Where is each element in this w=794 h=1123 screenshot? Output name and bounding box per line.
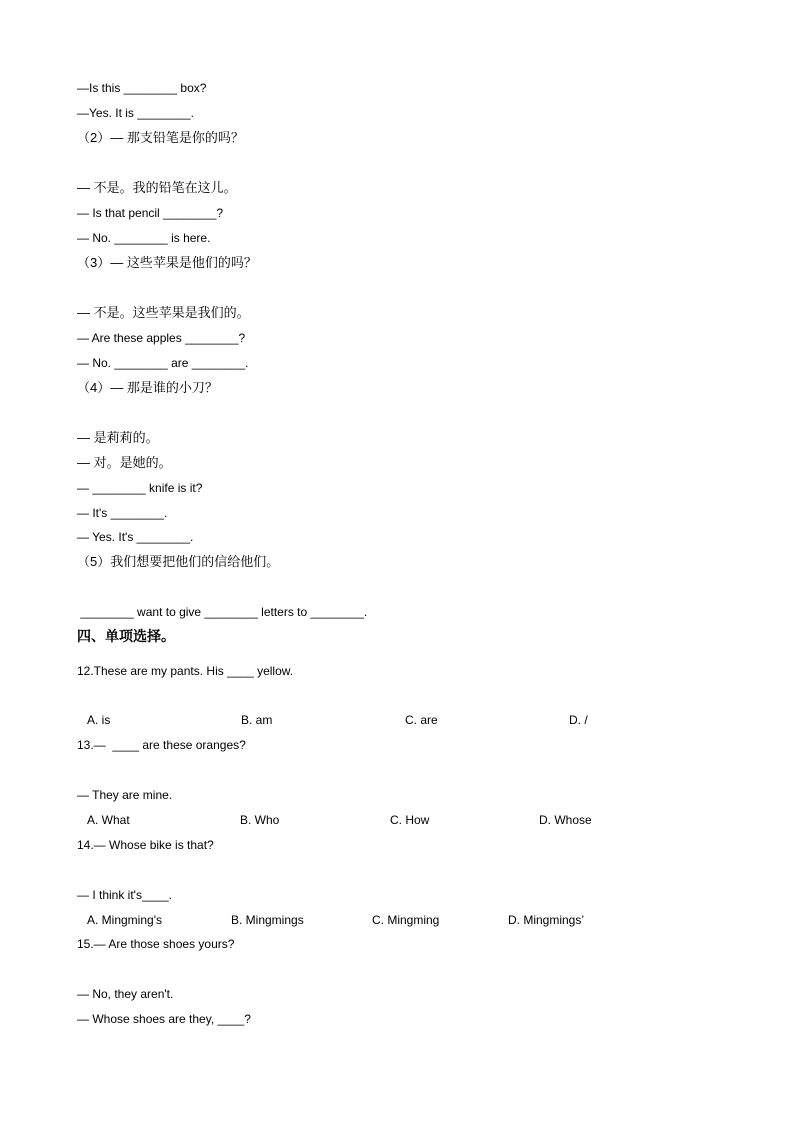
q13-option-d: D. Whose [539,813,592,827]
q12-option-a: A. is [87,713,111,727]
q13-option-a: A. What [87,813,130,827]
s3-line-5: — Is that pencil ________? [77,206,224,220]
s3-item-5-prompt: （5）我们想要把他们的信给他们。 [77,554,280,569]
q14-option-a: A. Mingming's [87,913,162,927]
s3-line-4: — 不是。我的铅笔在这儿。 [77,180,237,195]
s3-line-1: —Is this ________ box? [77,81,207,95]
q14-option-c: C. Mingming [372,913,440,927]
s3-item-4-prompt: （4）— 那是谁的小刀？ [77,380,218,395]
q13-option-c: C. How [390,813,430,827]
s3-line-18: ________ want to give ________ letters to ________. [77,605,368,619]
q14-option-d: D. Mingmings’ [508,913,585,927]
s3-line-16: — Yes. It's ________. [77,530,194,544]
q15-reply: — No, they aren't. [77,987,174,1001]
s3-line-9: — Are these apples ________? [77,331,246,345]
q14-question: 14.— Whose bike is that? [77,838,214,852]
q12-option-c: C. are [405,713,438,727]
q13-question: 13.— ____ are these oranges? [77,738,246,752]
q14-option-b: B. Mingmings [231,913,304,927]
q15-reply-2: — Whose shoes are they, ____? [77,1012,251,1026]
s3-line-2: —Yes. It is ________. [77,106,194,120]
q15-question: 15.— Are those shoes yours? [77,937,235,951]
q14-reply: — I think it's____. [77,888,173,902]
s3-line-14: — ________ knife is it? [77,481,203,495]
s3-line-10: — No. ________ are ________. [77,356,249,370]
s3-line-15: — It's ________. [77,506,168,520]
q13-reply: — They are mine. [77,788,173,802]
q12-question: 12.These are my pants. His ____ yellow. [77,664,294,678]
s3-item-3-prompt: （3）— 这些苹果是他们的吗？ [77,255,257,270]
s3-line-8: — 不是。这些苹果是我们的。 [77,305,250,320]
q12-option-b: B. am [241,713,273,727]
s3-line-12: — 是莉莉的。 [77,430,159,445]
s3-line-6: — No. ________ is here. [77,231,211,245]
q12-option-d: D. / [569,713,588,727]
s3-line-13: — 对。是她的。 [77,455,172,470]
s3-item-2-prompt: （2）— 那支铅笔是你的吗？ [77,130,244,145]
section-heading: 四、单项选择。 [77,628,175,644]
q13-option-b: B. Who [240,813,280,827]
